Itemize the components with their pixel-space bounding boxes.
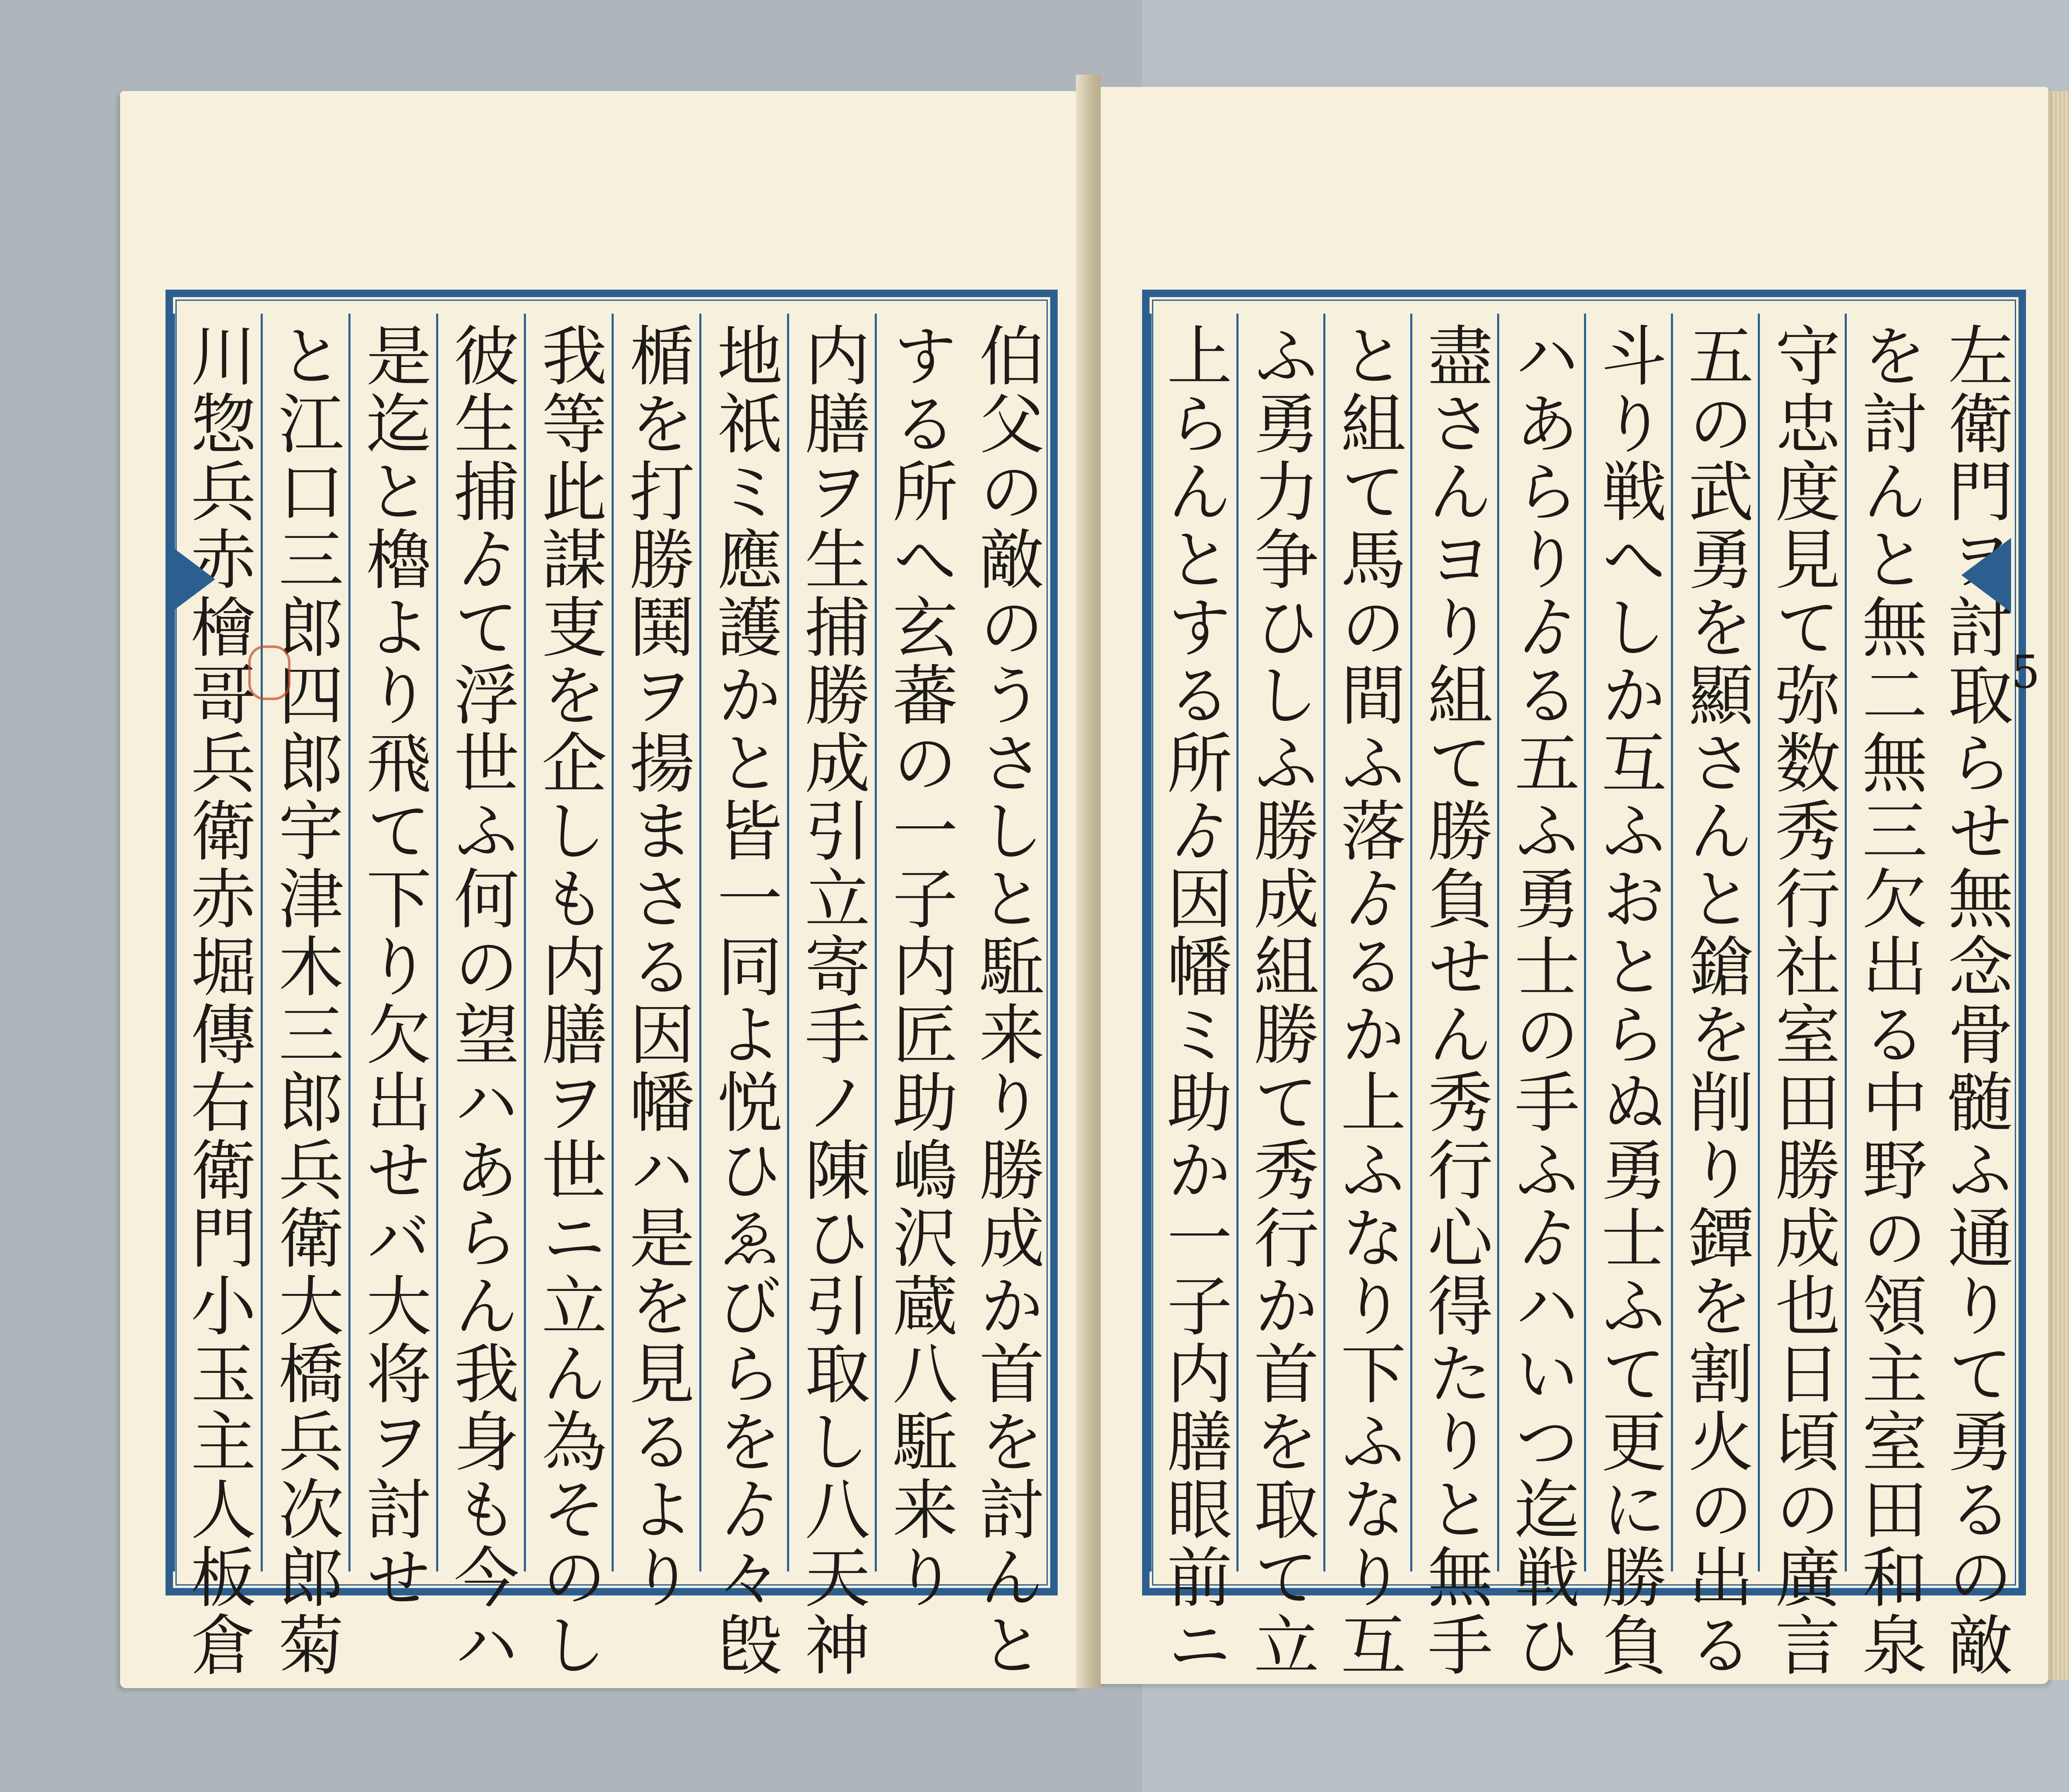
text-column: を討んと無二無三欠出る中野の領主室田和泉 [1845, 314, 1932, 1571]
text-column: 上らんとする所ゟ因幡ミ助か一子内膳眼前ニ [1150, 314, 1236, 1571]
text-column: 守忠度見て弥数秀行社室田勝成也日頃の廣言 [1758, 314, 1845, 1571]
right-page-text-frame [1142, 290, 2026, 1679]
text-column: 楯を打勝鬨ヲ揚まさる因幡ハ是を見るより [612, 314, 699, 1571]
text-column: 地祇ミ應護かと皆一同よ悦ひゑびらをゟ々𣪘 [699, 314, 787, 1571]
fish-tail-marker-left [166, 542, 215, 617]
text-column: 伯父の敵のうさしと駈来り勝成か首を討んと [968, 322, 1044, 1679]
text-column: 内膳ヲ生捕勝成引立寄手ノ陳ひ引取し八天神 [787, 314, 875, 1571]
text-column: 左衛門ヲ討取らせ無念骨髄ふ通りて勇るの敵 [1937, 322, 2013, 1679]
text-column: 是迄と櫓より飛て下り欠出せバ大将ヲ討せ [348, 314, 436, 1571]
folio-number: 5 [2011, 645, 2040, 698]
book-gutter [1076, 74, 1101, 1688]
fish-tail-marker-right [1961, 538, 2011, 612]
left-page-text-frame [166, 290, 1058, 1679]
text-column: ふ勇力争ひしふ勝成組勝て秀行か首を取て立 [1236, 314, 1323, 1571]
text-column: 我等此謀叓を企しも内膳ヲ世ニ立ん為そのし [524, 314, 612, 1571]
text-column: 盡さんヨり組て勝負せん秀行心得たりと無手 [1410, 314, 1497, 1571]
red-correction-mark [248, 645, 290, 700]
text-column: 彼生捕ゟて浮世ふ何の望ハあらん我身も今ハ [436, 314, 524, 1571]
text-column: と組て馬の間ふ落ゟるか上ふなり下ふなり互 [1323, 314, 1410, 1571]
text-column: と江口三郎四郎宇津木三郎兵衛大橋兵次郎菊 [261, 314, 348, 1571]
text-column: ハあらりゟる五ふ勇士の手ふゟハいつ迄戦ひ [1497, 314, 1584, 1571]
text-column: 斗り戦へしか互ふおとらぬ勇士ふて更に勝負 [1584, 314, 1671, 1571]
text-column: 川惣兵赤檜哥兵衛赤堀傳右衛門小玉主人板倉 [173, 314, 261, 1571]
text-column: 五の武勇を顯さんと鎗を削り鐔を割火の出る [1671, 314, 1758, 1571]
text-column: する所へ玄蕃の一子内匠助嶋沢蔵八駈来り [875, 314, 962, 1571]
